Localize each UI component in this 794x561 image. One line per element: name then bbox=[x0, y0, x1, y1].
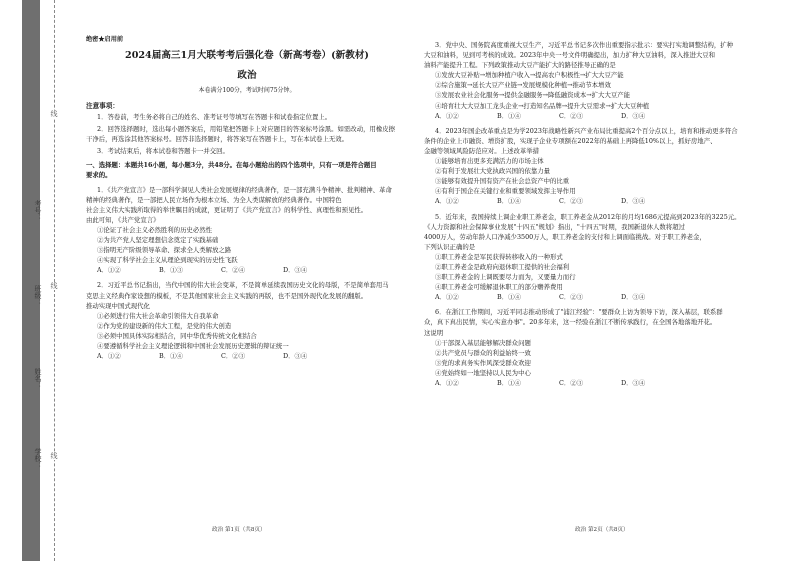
answer-choice: A．①② bbox=[97, 352, 121, 361]
question-stem-line: 条件的企业上市融资、增资扩股，实现子企业专项额在2022年的基础上再降低10%以上，抓好房地产、 bbox=[424, 136, 717, 145]
question-option: ③指明无产阶级领导革命、探求全人类解放之路 bbox=[97, 246, 232, 255]
answer-choice: D．③④ bbox=[283, 352, 308, 361]
question-stem-line: 《人力资源和社会保障事业发展"十四五"规划》指出，"十四五"时期，我国新退休人数将超过 bbox=[424, 222, 685, 231]
answer-choice: B．①④ bbox=[497, 293, 521, 302]
cut-mark-middle: 线 bbox=[50, 282, 58, 290]
answer-choices bbox=[424, 111, 764, 121]
notes-heading: 注意事项： bbox=[86, 102, 119, 110]
answer-choice: B．①④ bbox=[497, 379, 521, 387]
cut-line bbox=[54, 0, 55, 561]
question-option: ①论证了社会主义必然胜利的历史必然性 bbox=[97, 225, 213, 234]
answer-choice: C．②④ bbox=[221, 266, 246, 275]
left-page bbox=[86, 34, 408, 366]
question-stem-line: 4．2023年国企改革重点是为学2023年战略性新兴产业布局比重提高2个百分点以上，培育和推动更多符合 bbox=[435, 126, 738, 135]
question-stem-line: 5．近年来，我国持续上调企业职工养老金，职工养老金从2012年的月均1686元提高到2023年的3225元。 bbox=[435, 212, 741, 221]
note-line: 2．回答选择题时，选出每小题答案后，用铅笔把答题卡上对应题目的答案标号涂黑。如需改动，用橡皮擦 bbox=[97, 125, 396, 134]
answer-choices bbox=[86, 265, 408, 275]
question-option: ④党始终如一地坚持以人民为中心 bbox=[435, 368, 531, 377]
answer-choices bbox=[424, 378, 764, 388]
exam-title: 2024届高三1月大联考考后强化卷（新高考卷）(新教材) bbox=[125, 50, 369, 61]
section-heading-line: 要求的。 bbox=[86, 171, 112, 180]
left-questions bbox=[86, 185, 408, 362]
cut-mark-top: 线 bbox=[50, 110, 58, 118]
question-stem-line: 精神的经典著作，是一部把人民立场作为根本立场、为全人类谋解放的经典著作。中国特色 bbox=[86, 195, 342, 204]
question-stem-line: 这说明 bbox=[424, 328, 444, 337]
question bbox=[86, 185, 408, 276]
question-stem-line: 6．在浙江工作期间，习近平同志推动形成了"浦江经验"："要群众上访为领导下访，深入基层，联系群 bbox=[435, 308, 723, 317]
question-option: ②作为党的建设新的伟大工程，是党的伟大创造 bbox=[97, 321, 232, 330]
answer-choice: A．①② bbox=[97, 266, 121, 275]
right-questions bbox=[424, 40, 764, 388]
answer-choice: C．②③ bbox=[559, 197, 584, 206]
question-option: ④要遵循科学社会主义理论逻辑和中国社会发展历史逻辑的辩证统一 bbox=[97, 341, 289, 350]
notes-list bbox=[86, 112, 408, 156]
question-option: ②为共产党人坚定理想信念奠定了实践基础 bbox=[97, 236, 219, 245]
question-stem-line: 由此可知，《共产党宣言》 bbox=[86, 215, 160, 224]
answer-choice: C．②③ bbox=[559, 111, 584, 120]
question-option: ③党的求真务实作风深受群众欢迎 bbox=[435, 358, 531, 367]
answer-choice: A．①② bbox=[435, 197, 459, 206]
field-school: 学校： bbox=[34, 448, 42, 469]
answer-choices bbox=[424, 292, 764, 302]
question-option: ④有利于国企在关键行业和重要领域发挥主导作用 bbox=[435, 187, 576, 196]
question-option: ①职工养老金是军民获得转移收入的一种形式 bbox=[435, 252, 563, 261]
footer-left: 政治 第1页（共8页） bbox=[212, 527, 266, 533]
answer-choice: A．①② bbox=[435, 379, 459, 387]
question-option: ④培育壮大大豆加工龙头企业→打造知名品牌→提升大豆需求→扩大大豆种植 bbox=[435, 101, 650, 110]
question bbox=[424, 212, 764, 303]
answer-choice: B．①④ bbox=[497, 197, 521, 206]
field-class: 班级： bbox=[34, 285, 42, 306]
question-option: ②共产党员与群众的利益始终一致 bbox=[435, 348, 531, 357]
section-heading bbox=[86, 160, 408, 180]
section-heading-line: 一、选择题：本题共16小题，每小题3分，共48分。在每小题给出的四个选项中，只有一项是符合题目 bbox=[86, 161, 377, 170]
answer-choice: D．③④ bbox=[621, 197, 646, 206]
secret-mark: 绝密★启用前 bbox=[86, 36, 124, 43]
binding-strip bbox=[0, 0, 64, 561]
question-stem-line: 大豆和油料，见到可考核的成效。2023年中央一号文件明确提出，加力扩种大豆油料，深入推进大豆和 bbox=[424, 51, 716, 60]
note-line: 3．考试结束后，将本试卷和答题卡一并交回。 bbox=[97, 147, 229, 156]
answer-choice: B．①③ bbox=[159, 266, 183, 275]
answer-choice: C．②③ bbox=[559, 379, 584, 387]
question-stem-line: 1．《共产党宣言》是一部科学洞见人类社会发展规律的经典著作，是一部充满斗争精神、批判精神、革命 bbox=[97, 185, 392, 194]
question-option: ②有利于发展壮大党执政兴国的依靠力量 bbox=[435, 167, 551, 176]
question-option: ①必须进行伟大社会革命引领伟大自我革命 bbox=[97, 311, 219, 320]
question-option: ③必须中国具体实际相结合，同中华优秀传统文化相结合 bbox=[97, 331, 257, 340]
question-stem-line: 推动实现中国式现代化 bbox=[86, 301, 150, 310]
answer-choices bbox=[86, 351, 408, 361]
question-stem-line: 油料产能提升工程。下列政策推动大豆产能扩大的路径推导正确的是 bbox=[424, 61, 616, 70]
exam-info: 本卷满分100分，考试时间75分钟。 bbox=[198, 87, 296, 94]
question bbox=[424, 126, 764, 207]
answer-choice: A．①② bbox=[435, 111, 459, 120]
answer-choices bbox=[424, 196, 764, 206]
question-option: ①能够培育出更多充满活力的市场主体 bbox=[435, 157, 544, 166]
question-stem-line: 3．党中央、国务院高度重视大豆生产，习近平总书记多次作出重要指示批示：要实打实地调整结构，扩种 bbox=[435, 41, 734, 49]
right-page bbox=[424, 40, 764, 393]
note-line: 干净后，再选涂其他答案标号。回答非选择题时，将答案写在答题卡上，写在本试卷上无效。 bbox=[86, 135, 349, 144]
question-stem-line: 下列认识正确的是 bbox=[424, 242, 476, 251]
question-option: ③职工养老金的上调既要尽力而为，又要量力而行 bbox=[435, 273, 576, 282]
answer-choice: D．③④ bbox=[621, 379, 646, 387]
answer-choice: B．①④ bbox=[497, 111, 521, 120]
question-option: ②综合施策→延长大豆产业链→发展规模化种植→推动节本增效 bbox=[435, 81, 611, 90]
question-option: ④职工养老金可缓解退休职工的部分赡养费用 bbox=[435, 283, 563, 292]
question-option: ①发放大豆补贴→增加种植户收入→提高农户积极性→扩大大豆产能 bbox=[435, 71, 624, 80]
field-exam-no: 考号： bbox=[34, 200, 42, 221]
question bbox=[86, 280, 408, 361]
question-option: ④实现了科学社会主义从理论到现实的历史性飞跃 bbox=[97, 256, 238, 265]
answer-choice: D．③④ bbox=[621, 293, 646, 302]
question-stem-line: 社会主义伟大实践所取得的举世瞩目的成就，更证明了《共产党宣言》的科学性、真理性和预见性。 bbox=[86, 205, 368, 214]
answer-choice: D．③④ bbox=[283, 266, 308, 275]
question-option: ③能够有效提升国有资产在社会总资产中的比重 bbox=[435, 177, 570, 186]
answer-choice: D．③④ bbox=[621, 111, 646, 120]
question bbox=[424, 307, 764, 388]
answer-choice: B．①④ bbox=[159, 352, 183, 361]
question bbox=[424, 40, 764, 121]
cut-mark-bottom: 线 bbox=[50, 452, 58, 460]
field-name: 姓名： bbox=[34, 368, 42, 389]
question-stem-line: 克思主义经典作家设想的模板，不是其他国家社会主义实践的再版，也不是国外现代化发展的翻版。 bbox=[86, 291, 368, 300]
subject-title: 政治 bbox=[237, 70, 257, 81]
question-stem-line: 众，真下真出民情，实心实意办事"。20多年来，这一经验在浙江不断传承践行，在全国各地落地开花。 bbox=[424, 318, 717, 327]
question-stem-line: 4000万人，劳动年龄人口净减少3500万人，职工养老金的支付和上调面临挑战。对于职工养老金， bbox=[424, 232, 706, 241]
answer-choice: C．②③ bbox=[559, 293, 584, 302]
note-line: 1．答卷前，考生务必将自己的姓名、准考证号等填写在答题卡和试卷指定位置上。 bbox=[97, 113, 332, 121]
question-option: ②职工养老金是政府向退休职工提供的社会福利 bbox=[435, 262, 570, 271]
question-option: ①干部深入基层能够解决群众问题 bbox=[435, 338, 531, 347]
question-stem-line: 2．习近平总书记指出，当代中国的伟大社会变革，不是简单延续我国历史文化的母版，不是简单套用马 bbox=[97, 281, 389, 290]
question-stem-line: 金融等领域风险防范应对。上述改革举措 bbox=[424, 146, 540, 155]
question-option: ③发展农业社会化服务→提供金融服务→降低融资成本→扩大大豆产能 bbox=[435, 91, 631, 100]
answer-choice: A．①② bbox=[435, 293, 459, 302]
footer-right: 政治 第2页（共8页） bbox=[575, 527, 629, 533]
binding-bar bbox=[22, 0, 40, 561]
answer-choice: C．②③ bbox=[221, 352, 246, 361]
